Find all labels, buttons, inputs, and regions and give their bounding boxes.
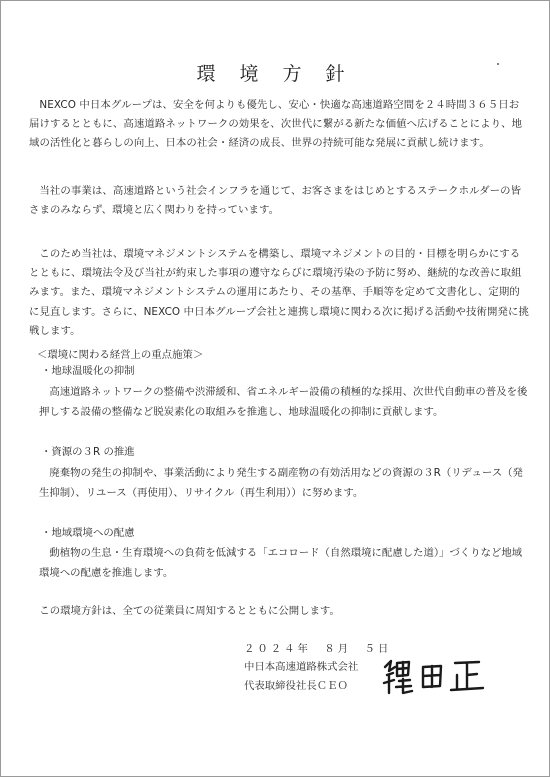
item-body-global-warming: 高速道路ネットワークの整備や渋滞緩和、省エネルギー設備の積極的な採用、次世代自動車の普及を後押しする設備の整備など脱炭素化の取組みを推進し、地球温暖化の抑制に貢献します。 (39, 386, 528, 418)
item-heading-3r: ・資源の３R の推進 (41, 446, 135, 458)
item-body-regional-environment: 動植物の生息・生育環境への負荷を低減する「エコロード（自然環境に配慮した道）」づくりなど地域環境への配慮を推進します。 (39, 547, 523, 579)
scan-speck (497, 63, 499, 65)
closing-statement: この環境方針は、全ての従業員に周知するとともに公開します。 (39, 605, 340, 617)
intro-paragraph-2: 当社の事業は、高速道路という社会インフラを通じて、お客さまをはじめとするステークホルダーの皆さまのみならず、環境と広く関わりを持っています。 (29, 185, 522, 217)
intro-paragraph-1: NEXCO 中日本グループは、安全を何よりも優先し、安心・快適な高速道路空間を２４時間３６５日お届けするとともに、高速道路ネットワークの効果を、次世代に繋がる新たな価値へ広げることにより、地域の活性化と暮らしの向上、日本の社会・経済の成長、世界の持続可能な発展に貢献し続けます。 (29, 99, 523, 150)
officer-title: 代表取締役社長ＣＥＯ (244, 680, 348, 692)
handwritten-signature (379, 653, 489, 699)
section-heading: ＜環境に関わる経営上の重点施策＞ (37, 349, 204, 361)
intro-paragraph-3: このため当社は、環境マネジメントシステムを構築し、環境マネジメントの目的・目標を明らかにするとともに、環境法令及び当社が約束した事項の遵守ならびに環境汚染の予防に努め、継続的な改善に取組みます。また、環境マネジメントシステムの運用にあたり、その基準、手順等を定めて文書化し、定期的に見直します。さらに、NEXCO 中日本グループ会社と連携し環境に関わる次に掲げる活動や技術開発に挑戦します。 (29, 248, 529, 337)
item-body-3r: 廃棄物の発生の抑制や、事業活動により発生する副産物の有効活用などの資源の３R（リデュース（発生抑制）、リユース（再使用）、リサイクル（再生利用））に努めます。 (39, 467, 523, 499)
item-heading-regional-environment: ・地域環境への配慮 (41, 527, 135, 539)
company-name: 中日本高速道路株式会社 (244, 661, 359, 673)
document-title: 環 境 方 針 (196, 63, 354, 85)
item-heading-global-warming: ・地球温暖化の抑制 (41, 365, 135, 377)
issue-date: ２０２４年 ８月 ５日 (244, 643, 392, 655)
